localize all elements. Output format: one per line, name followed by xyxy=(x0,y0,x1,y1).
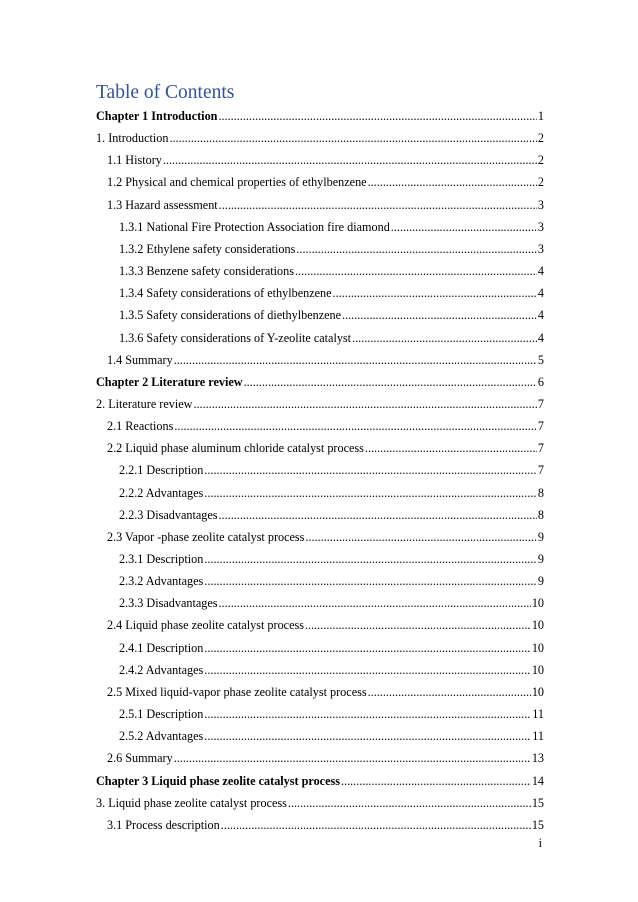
toc-dot-leader xyxy=(341,773,531,789)
toc-entry-page: 8 xyxy=(537,485,544,500)
toc-entry[interactable] xyxy=(119,263,544,279)
toc-entry-label: 2.2.2 Advantages xyxy=(119,485,204,500)
toc-dot-leader xyxy=(163,152,537,168)
toc-dot-leader xyxy=(204,706,531,722)
toc-entry[interactable] xyxy=(119,507,544,523)
toc-entry-page: 13 xyxy=(531,751,544,766)
toc-entry-page: 2 xyxy=(537,153,544,168)
toc-entry[interactable] xyxy=(96,795,544,811)
toc-entry-page: 11 xyxy=(532,729,544,744)
toc-dot-leader xyxy=(305,617,531,633)
toc-entry[interactable] xyxy=(119,285,544,301)
toc-entry-label: 2.1 Reactions xyxy=(107,419,174,434)
toc-entry-page: 8 xyxy=(537,507,544,522)
toc-entry-label: Chapter 3 Liquid phase zeolite catalyst process xyxy=(96,773,340,788)
toc-entry[interactable] xyxy=(119,662,544,678)
toc-entry[interactable] xyxy=(96,396,544,412)
toc-entry-page: 10 xyxy=(531,596,544,611)
toc-dot-leader xyxy=(219,507,537,523)
toc-entry-page: 7 xyxy=(537,463,544,478)
toc-dot-leader xyxy=(218,108,536,124)
toc-dot-leader xyxy=(174,352,537,368)
toc-entry[interactable] xyxy=(119,241,544,257)
toc-entry[interactable] xyxy=(107,684,544,700)
toc-entry-label: 1.3.4 Safety considerations of ethylbenzene xyxy=(119,286,332,301)
toc-dot-leader xyxy=(193,396,536,412)
toc-entry-label: 2.3.2 Advantages xyxy=(119,574,204,589)
toc-entry-page: 1 xyxy=(537,109,544,123)
toc-entry-label: 2.5 Mixed liquid-vapor phase zeolite catalyst process xyxy=(107,684,367,699)
toc-entry[interactable] xyxy=(107,352,544,368)
toc-entry-label: 2.2.3 Disadvantages xyxy=(119,507,218,522)
toc-entry-label: 1.4 Summary xyxy=(107,352,173,367)
toc-entry-page: 7 xyxy=(537,396,544,411)
toc-dot-leader xyxy=(221,817,531,833)
toc-entry[interactable] xyxy=(119,728,544,744)
toc-entry-label: Chapter 1 Introduction xyxy=(96,109,218,123)
toc-entry[interactable] xyxy=(107,418,544,434)
toc-entry-label: Chapter 2 Literature review xyxy=(96,374,243,389)
toc-entry[interactable] xyxy=(119,485,544,501)
toc-dot-leader xyxy=(174,750,531,766)
toc-entry-page: 7 xyxy=(537,419,544,434)
toc-entry-label: 3. Liquid phase zeolite catalyst process xyxy=(96,795,287,810)
toc-entry[interactable] xyxy=(107,817,544,833)
toc-entry[interactable] xyxy=(107,174,544,190)
toc-entry-page: 4 xyxy=(537,286,544,301)
toc-entry-page: 10 xyxy=(531,684,544,699)
toc-entry-label: 1.1 History xyxy=(107,153,162,168)
toc-entry-label: 1.3.2 Ethylene safety considerations xyxy=(119,241,296,256)
toc-entry-label: 3.1 Process description xyxy=(107,817,220,832)
toc-entry[interactable] xyxy=(119,330,544,346)
toc-entry-page: 5 xyxy=(537,352,544,367)
toc-dot-leader xyxy=(244,374,537,390)
toc-chapter-entry[interactable] xyxy=(96,374,544,390)
toc-entry-label: 1.3 Hazard assessment xyxy=(107,197,218,212)
toc-entry-page: 10 xyxy=(531,640,544,655)
toc-entry-page: 10 xyxy=(531,662,544,677)
toc-entry[interactable] xyxy=(119,595,544,611)
toc-entry[interactable] xyxy=(119,219,544,235)
toc-dot-leader xyxy=(204,728,531,744)
toc-entry-page: 10 xyxy=(531,618,544,633)
toc-entry-label: 1.2 Physical and chemical properties of ethylbenzene xyxy=(107,175,367,190)
toc-chapter-entry[interactable] xyxy=(96,108,544,124)
toc-dot-leader xyxy=(204,640,531,656)
toc-entry-page: 3 xyxy=(537,197,544,212)
toc-entry[interactable] xyxy=(107,197,544,213)
toc-dot-leader xyxy=(204,551,537,567)
toc-title: Table of Contents xyxy=(96,82,235,103)
toc-entry-label: 1. Introduction xyxy=(96,131,169,146)
toc-dot-leader xyxy=(219,595,531,611)
toc-entry-page: 2 xyxy=(537,131,544,146)
toc-entry-label: 1.3.3 Benzene safety considerations xyxy=(119,264,294,279)
toc-entry[interactable] xyxy=(119,551,544,567)
toc-dot-leader xyxy=(169,130,536,146)
toc-entry-label: 1.3.6 Safety considerations of Y-zeolite catalyst xyxy=(119,330,352,345)
toc-entry-label: 2.5.2 Advantages xyxy=(119,729,204,744)
toc-entry-page: 9 xyxy=(537,574,544,589)
toc-entry-label: 1.3.5 Safety considerations of diethylbenzene xyxy=(119,308,342,323)
toc-entry-label: 2.2.1 Description xyxy=(119,463,204,478)
toc-dot-leader xyxy=(333,285,537,301)
toc-entry-page: 4 xyxy=(537,264,544,279)
toc-entry-page: 3 xyxy=(537,219,544,234)
toc-dot-leader xyxy=(174,418,537,434)
toc-entry[interactable] xyxy=(107,529,544,545)
toc-entry-label: 2.3.3 Disadvantages xyxy=(119,596,218,611)
toc-entry-page: 4 xyxy=(537,330,544,345)
toc-entry-label: 2.3 Vapor -phase zeolite catalyst process xyxy=(107,529,305,544)
toc-dot-leader xyxy=(368,174,537,190)
toc-dot-leader xyxy=(368,684,531,700)
toc-entry[interactable] xyxy=(119,462,544,478)
toc-entry-page: 9 xyxy=(537,529,544,544)
toc-entry-label: 2.6 Summary xyxy=(107,751,173,766)
toc-dot-leader xyxy=(204,573,537,589)
toc-entry-page: 3 xyxy=(537,241,544,256)
page-number: i xyxy=(538,836,542,850)
toc-entry-page: 11 xyxy=(532,707,544,722)
toc-entry-label: 2.3.1 Description xyxy=(119,552,204,566)
toc-entry-label: 2.4.1 Description xyxy=(119,640,204,655)
toc-dot-leader xyxy=(204,485,537,501)
toc-dot-leader xyxy=(288,795,531,811)
toc-entry-label: 2.4.2 Advantages xyxy=(119,662,204,677)
toc-entry[interactable] xyxy=(119,706,544,722)
toc-entry-page: 9 xyxy=(537,552,544,566)
toc-entry-label: 2. Literature review xyxy=(96,396,193,411)
toc-entry-page: 15 xyxy=(531,795,544,810)
toc-entry-page: 6 xyxy=(537,374,544,389)
toc-entry[interactable] xyxy=(107,440,544,456)
toc-dot-leader xyxy=(204,462,537,478)
toc-entry-label: 1.3.1 National Fire Protection Association fire diamond xyxy=(119,219,390,234)
toc-entry-page: 7 xyxy=(537,441,544,456)
toc-entry[interactable] xyxy=(107,617,544,633)
toc-dot-leader xyxy=(219,197,537,213)
toc-entry[interactable] xyxy=(96,130,544,146)
toc-dot-leader xyxy=(305,529,536,545)
toc-entry-page: 15 xyxy=(531,817,544,832)
toc-chapter-entry[interactable] xyxy=(96,773,544,789)
toc-dot-leader xyxy=(365,440,537,456)
toc-entry-label: 2.4 Liquid phase zeolite catalyst process xyxy=(107,618,304,633)
toc-entry[interactable] xyxy=(107,750,544,766)
toc-dot-leader xyxy=(342,307,537,323)
toc-entry[interactable] xyxy=(119,640,544,656)
toc-dot-leader xyxy=(352,330,537,346)
toc-dot-leader xyxy=(391,219,537,235)
toc-entry-label: 2.5.1 Description xyxy=(119,707,204,722)
toc-dot-leader xyxy=(204,662,531,678)
toc-entry-page: 14 xyxy=(531,773,544,788)
toc-entry-page: 4 xyxy=(537,308,544,323)
toc-dot-leader xyxy=(296,241,537,257)
toc-entry-label: 2.2 Liquid phase aluminum chloride catalyst process xyxy=(107,441,364,456)
toc-entry[interactable] xyxy=(119,573,544,589)
toc-entry-page: 2 xyxy=(537,175,544,190)
toc-dot-leader xyxy=(295,263,537,279)
toc-entry[interactable] xyxy=(119,307,544,323)
toc-entry[interactable] xyxy=(107,152,544,168)
